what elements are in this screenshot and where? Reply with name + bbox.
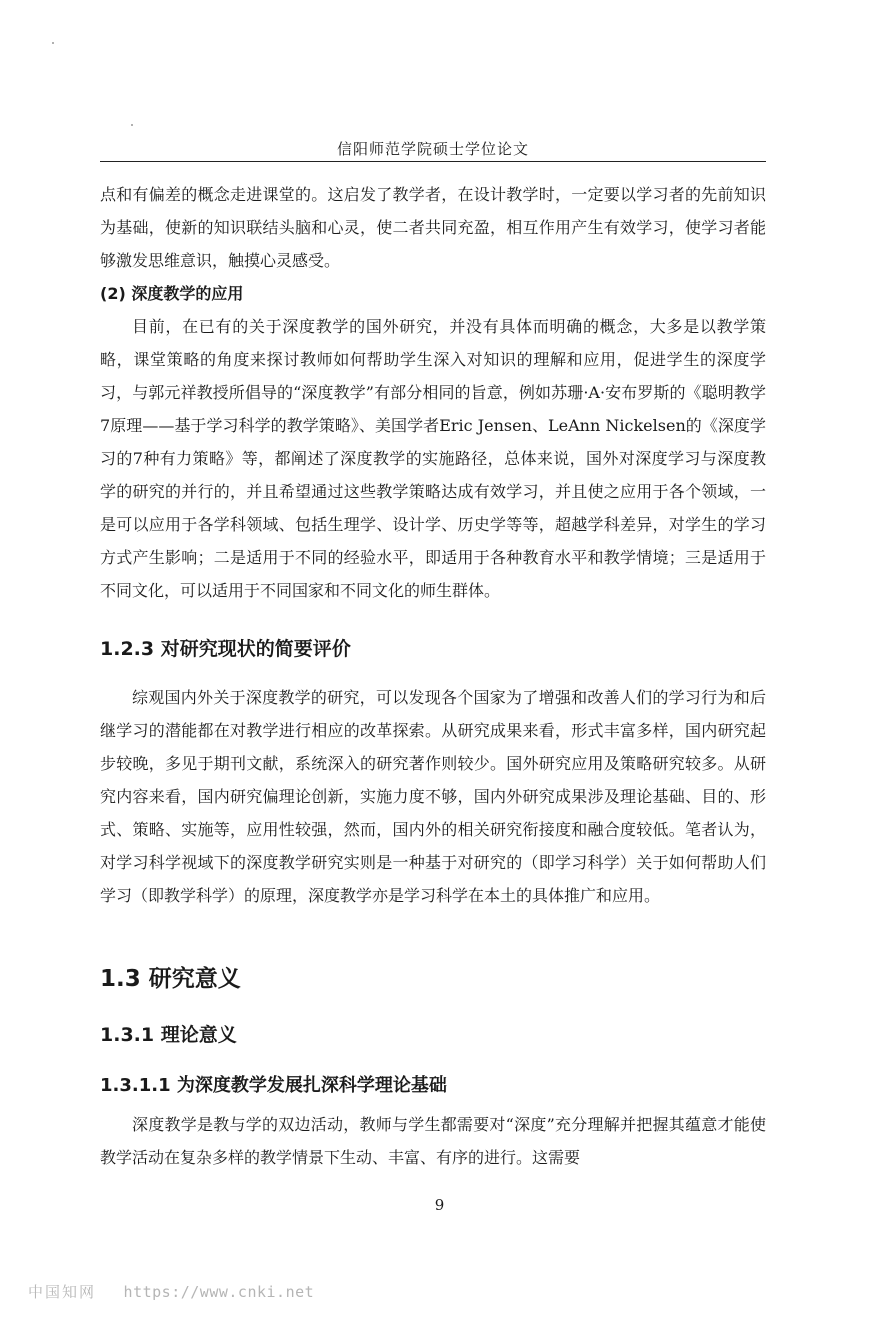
- paragraph: 深度教学是教与学的双边活动，教师与学生都需要对“深度”充分理解并把握其蕴意才能使教学活动在复杂多样的教学情景下生动、丰富、有序的进行。这需要: [100, 1115, 766, 1167]
- paragraph: 综观国内外关于深度教学的研究，可以发现各个国家为了增强和改善人们的学习行为和后继学习的潜能都在对教学进行相应的改革探索。从研究成果来看，形式丰富多样，国内研究起步较晚，多见于期刊文献，系统深入的研究著作则较少。国外研究应用及策略研究较多。从研究内容来看，国内研究偏理论创新，实施力度不够，国内外研究成果涉及理论基础、目的、形式、策略、实施等，应用性较强，然而，国内外的相关研究衔接度和融合度较低。笔者认为，对学习科学视域下的深度教学研究实则是一种基于对研究的（即学习科学）关于如何帮助人们学习（即教学科学）的原理，深度教学亦是学习科学在本土的具体推广和应用。: [100, 688, 766, 905]
- running-header: 信阳师范学院硕士学位论文: [336, 140, 529, 158]
- section-heading-1-3: 1.3 研究意义: [100, 966, 241, 992]
- scan-speck: [131, 124, 133, 126]
- body-block-1: [100, 178, 766, 607]
- section-heading-1-2-3: 1.2.3 对研究现状的简要评价: [100, 638, 351, 660]
- paragraph: 点和有偏差的概念走进课堂的。这启发了教学者，在设计教学时，一定要以学习者的先前知识为基础，使新的知识联结头脑和心灵，使二者共同充盈，相互作用产生有效学习，使学习者能够激发思维意识，触摸心灵感受。: [100, 185, 766, 270]
- paragraph: 目前，在已有的关于深度教学的国外研究，并没有具体而明确的概念，大多是以教学策略，课堂策略的角度来探讨教师如何帮助学生深入对知识的理解和应用，促进学生的深度学习，与郭元祥教授所倡导的“深度教学”有部分相同的旨意，例如苏珊·A·安布罗斯的《聪明教学7原理——基于学习科学的教学策略》、美国学者Eric Jensen、LeAnn Nickelsen的《深度学习的7种有力策略》等，都阐述了深度教学的实施路径，总体来说，国外对深度学习与深度教学的研究的并行的，并且希望通过这些教学策略达成有效学习，并且使之应用于各个领域，一是可以应用于各学科领域、包括生理学、设计学、历史学等等，超越学科差异，对学生的学习方式产生影响；二是适用于不同的经验水平，即适用于各种教育水平和教学情境；三是适用于不同文化，可以适用于不同国家和不同文化的师生群体。: [100, 317, 766, 600]
- section-heading-1-3-1-1: 1.3.1.1 为深度教学发展扎深科学理论基础: [100, 1075, 447, 1096]
- sub-heading: (2) 深度教学的应用: [100, 284, 244, 303]
- cnki-watermark: [28, 1281, 314, 1302]
- body-block-3: [100, 1108, 766, 1174]
- page-number: 9: [434, 1196, 445, 1214]
- watermark-site-name: 中国知网: [28, 1283, 97, 1301]
- scan-speck: [52, 42, 54, 44]
- header-rule: [100, 161, 766, 162]
- body-block-2: [100, 681, 766, 912]
- watermark-url: https://www.cnki.net: [123, 1283, 315, 1301]
- section-heading-1-3-1: 1.3.1 理论意义: [100, 1024, 237, 1046]
